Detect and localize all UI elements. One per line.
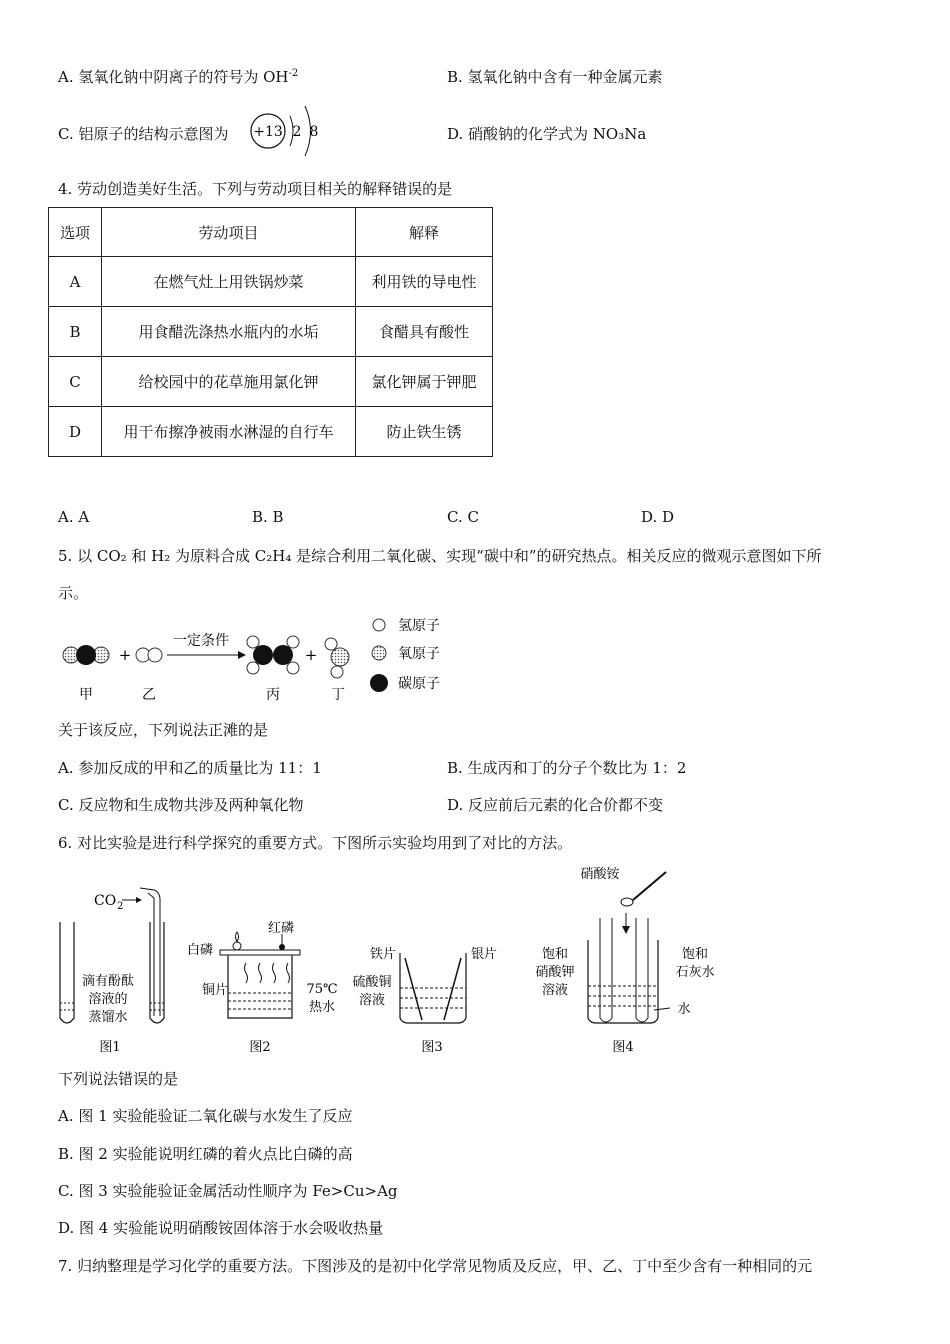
q4-answer-b: B. B bbox=[252, 508, 284, 526]
figure-3 bbox=[352, 946, 497, 1055]
svg-text:8: 8 bbox=[309, 124, 319, 140]
svg-text:水: 水 bbox=[677, 1002, 691, 1017]
svg-text:碳原子: 碳原子 bbox=[398, 676, 440, 692]
reaction-micro-diagram bbox=[55, 610, 475, 710]
svg-text:CO: CO bbox=[94, 893, 117, 909]
svg-text:一定条件: 一定条件 bbox=[173, 633, 229, 649]
q5-stem-line1: 5. 以 CO₂ 和 H₂ 为原料合成 C₂H₄ 是综合利用二氧化碳、实现“碳中和”的研究热点。相关反应的微观示意图如下所 bbox=[58, 547, 822, 565]
figure-4 bbox=[535, 866, 714, 1055]
q3-option-b: B. 氢氧化钠中含有一种金属元素 bbox=[447, 68, 663, 86]
svg-text:饱和: 饱和 bbox=[541, 947, 569, 962]
svg-text:硝酸铵: 硝酸铵 bbox=[580, 867, 620, 882]
q4-answer-d: D. D bbox=[641, 508, 675, 526]
q6-ask: 下列说法错误的是 bbox=[58, 1070, 179, 1088]
svg-text:丙: 丙 bbox=[266, 687, 280, 703]
q6-option-a: A. 图 1 实验能验证二氧化碳与水发生了反应 bbox=[58, 1107, 353, 1125]
q4-table bbox=[48, 207, 493, 457]
q7-stem: 7. 归纳整理是学习化学的重要方法。下图涉及的是初中化学常见物质及反应，甲、乙、丁中至少含有一种相同的元 bbox=[58, 1257, 813, 1275]
q5-option-c: C. 反应物和生成物共涉及两种氧化物 bbox=[58, 796, 304, 814]
q5-option-d: D. 反应前后元素的化合价都不变 bbox=[447, 796, 664, 814]
figure-2 bbox=[187, 920, 338, 1055]
svg-text:滴有酚酞: 滴有酚酞 bbox=[81, 974, 135, 989]
q6-experiment-figures bbox=[50, 858, 730, 1058]
table-header-row: 选项 劳动项目 解释 bbox=[49, 208, 493, 257]
svg-text:丁: 丁 bbox=[331, 687, 345, 703]
q4-stem: 4. 劳动创造美好生活。下列与劳动项目相关的解释错误的是 bbox=[58, 180, 453, 198]
svg-text:+: + bbox=[118, 646, 132, 664]
svg-text:75℃: 75℃ bbox=[306, 982, 338, 997]
svg-text:+: + bbox=[304, 646, 318, 664]
svg-text:甲: 甲 bbox=[79, 687, 93, 703]
table-row: D 用干布擦净被雨水淋湿的自行车 防止铁生锈 bbox=[49, 407, 493, 457]
svg-text:铜片: 铜片 bbox=[201, 983, 229, 998]
svg-text:蒸馏水: 蒸馏水 bbox=[88, 1010, 128, 1025]
figure-1 bbox=[60, 888, 164, 1055]
q6-option-c: C. 图 3 实验能验证金属活动性顺序为 Fe>Cu>Ag bbox=[58, 1182, 398, 1200]
q4-answer-c: C. C bbox=[447, 508, 479, 526]
svg-text:铁片: 铁片 bbox=[369, 947, 397, 962]
svg-text:2: 2 bbox=[292, 124, 302, 140]
svg-text:硝酸钾: 硝酸钾 bbox=[535, 965, 575, 980]
q6-option-d: D. 图 4 实验能说明硝酸铵固体溶于水会吸收热量 bbox=[58, 1219, 384, 1237]
svg-text:银片: 银片 bbox=[470, 947, 498, 962]
svg-text:溶液: 溶液 bbox=[541, 983, 569, 998]
svg-text:硫酸铜: 硫酸铜 bbox=[352, 975, 392, 990]
aluminum-atom-diagram bbox=[248, 96, 328, 166]
q5-option-a: A. 参加反成的甲和乙的质量比为 11：1 bbox=[58, 759, 322, 777]
q4-answer-a: A. A bbox=[58, 508, 90, 526]
svg-text:图4: 图4 bbox=[612, 1040, 634, 1055]
q3-option-d: D. 硝酸钠的化学式为 NO₃Na bbox=[447, 125, 647, 143]
svg-text:热水: 热水 bbox=[308, 1000, 336, 1015]
svg-text:图2: 图2 bbox=[249, 1040, 271, 1055]
svg-text:红磷: 红磷 bbox=[267, 921, 295, 936]
svg-text:石灰水: 石灰水 bbox=[675, 965, 715, 980]
svg-text:白磷: 白磷 bbox=[186, 943, 214, 958]
q5-option-b: B. 生成丙和丁的分子个数比为 1：2 bbox=[447, 759, 687, 777]
svg-text:饱和: 饱和 bbox=[681, 947, 709, 962]
table-row: A 在燃气灶上用铁锅炒菜 利用铁的导电性 bbox=[49, 257, 493, 307]
svg-text:溶液的: 溶液的 bbox=[88, 992, 128, 1007]
svg-text:图1: 图1 bbox=[99, 1040, 121, 1055]
q5-stem-line2: 示。 bbox=[58, 584, 89, 602]
svg-text:乙: 乙 bbox=[142, 687, 156, 703]
table-row: B 用食醋洗涤热水瓶内的水垢 食醋具有酸性 bbox=[49, 307, 493, 357]
q6-option-b: B. 图 2 实验能说明红磷的着火点比白磷的高 bbox=[58, 1145, 353, 1163]
svg-text:+13: +13 bbox=[253, 124, 283, 140]
q3-option-c: C. 铝原子的结构示意图为 bbox=[58, 125, 229, 143]
q3-option-a: A. 氢氧化钠中阴离子的符号为 $OH^{-2}$ bbox=[58, 68, 299, 86]
svg-text:溶液: 溶液 bbox=[358, 993, 386, 1008]
q5-ask: 关于该反应，下列说法正滩的是 bbox=[58, 721, 269, 739]
svg-text:图3: 图3 bbox=[421, 1040, 443, 1055]
svg-text:氢原子: 氢原子 bbox=[398, 618, 440, 634]
table-row: C 给校园中的花草施用氯化钾 氯化钾属于钾肥 bbox=[49, 357, 493, 407]
q6-stem: 6. 对比实验是进行科学探究的重要方式。下图所示实验均用到了对比的方法。 bbox=[58, 834, 573, 852]
svg-text:2: 2 bbox=[117, 901, 124, 912]
svg-text:氧原子: 氧原子 bbox=[398, 646, 440, 662]
